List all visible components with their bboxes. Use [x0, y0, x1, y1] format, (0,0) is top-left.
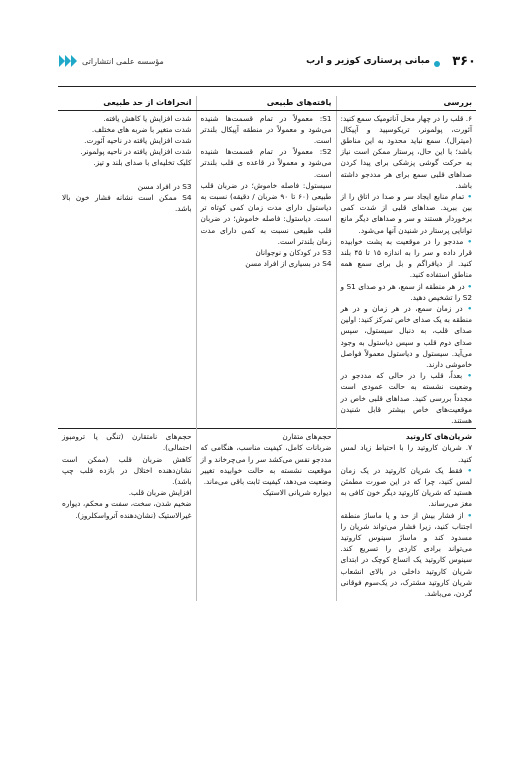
table-row [58, 110, 476, 429]
list-item: سیستول: فاصله خاموش؛ در ضربان قلب طبیعی (۶۰ تا ۹۰ ضربان / دقیقه) نسبت به دیاستول دارای مدت زمان کمی کوتاه تر است. دیاستول: فاصله خاموش؛ در ضربان قلب طبیعی نسبت به کمی دارای مدت زمان بلندتر است. [200, 180, 332, 246]
list-item: ۷. شریان کاروتید را با احتیاط زیاد لمس کنید. [340, 443, 472, 464]
header-rule [58, 86, 476, 87]
list-item: شدت افزایش یافته در ناحیه پولمونر. [80, 147, 192, 157]
bullet-icon: • [462, 465, 472, 475]
list-item: شدت افزایش یا کاهش یافته. [103, 113, 192, 123]
list-item: • بعداً، قلب را در حالی که مددجو در وضعیت نشسته به حالت عمودی است مجدداً بررسی کنید. صداهای قلبی خاص در موقعیت‌های خاص بیشتر قابل شنیدن هستند. [340, 371, 472, 425]
list-item: S3 در افراد مسن [137, 181, 192, 191]
publisher-name: مؤسسه علمی انتشاراتی [82, 57, 164, 66]
assessment-table [58, 96, 476, 601]
page-header [58, 52, 476, 80]
column-header-assessment: بررسی [336, 96, 476, 110]
list-item: افزایش ضربان قلب. [128, 488, 192, 498]
bullet-icon: • [463, 236, 472, 246]
list-item: حجم‌های متقارن [282, 432, 332, 442]
deviations-cell [58, 110, 196, 429]
publisher-logo-icon [58, 52, 78, 70]
list-item: کلیک تخلیه‌ای با صدای بلند و تیز. [93, 158, 192, 168]
list-item: ضخیم شدن، سخت، سفت و محکم، دیواره غیرالاستیک (نشان‌دهنده آترواسکلروز). [62, 499, 192, 520]
column-header-deviations: انحرافات از حد طبیعی [58, 96, 196, 110]
normal-findings-cell [196, 429, 336, 602]
column-header-normal: یافته‌های طبیعی [196, 96, 336, 110]
list-item: • در هر منطقه از سمع، هر دو صدای S1 و S2 را تشخیص دهید. [340, 281, 472, 302]
book-title: مبانی پرستاری کوزیر و ارب [306, 56, 430, 66]
list-item: S4 ممکن است نشانه فشار خون بالا باشد. [62, 192, 192, 213]
assessment-cell [336, 429, 476, 602]
list-item: S1: معمولاً در تمام قسمت‌ها شنیده می‌شود و معمولاً در منطقه آپیکال بلندتر است. [200, 113, 332, 145]
list-item: • از فشار بیش از حد و یا ماساژ منطقه اجتناب کنید، زیرا فشار می‌تواند شریان را مسدود کند و ماساژ سینوس کاروتید می‌تواند برادی کاردی را تسریع کند. سینوس کاروتید یک اتساع کوچک در ابتدای شریان کاروتید داخلی در بالای انشعاب شریان کاروتید مشترک، در یک‌سوم فوقانی گردن، می‌باشد. [340, 510, 472, 599]
list-item: شدت افزایش یافته در ناحیه آئورت. [84, 135, 192, 145]
table-row [58, 429, 476, 602]
bullet-icon: • [464, 191, 472, 201]
list-item: شدت متغیر با ضربه های مختلف. [91, 124, 192, 134]
list-item: کاهش ضربان قلب (ممکن است نشان‌دهنده اختلال در بازده قلب چپ باشد). [62, 454, 192, 486]
list-item: حجم‌های نامتقارن (تنگی یا ترومبوز احتمالی). [62, 432, 192, 453]
list-item: دیواره شریانی الاستیک [262, 488, 332, 498]
bullet-icon: • [463, 510, 472, 520]
list-item: • مددجو را در موقعیت به پشت خوابیده قرار داده و سر را به اندازه ۱۵ تا ۴۵ بلند کنید. از دیافراگم و بل برای سمع همه مناطق استفاده کنید. [340, 236, 472, 280]
list-item: S4 در بسیاری از افراد مسن [245, 259, 332, 269]
bullet-dot-icon [434, 61, 440, 67]
assessment-cell [336, 110, 476, 429]
list-item: ضربانات کامل، کیفیت مناسب، هنگامی که مددجو نفس می‌کشد سر را می‌چرخاند و از موقعیت نشسته به حالت خوابیده تغییر وضعیت می‌دهد، کیفیت ثابت باقی می‌ماند. [200, 443, 332, 486]
list-item: • تمام منابع ایجاد سر و صدا در اتاق را از بین ببرید. صداهای قلبی از شدت کمی برخوردار هستند و سر و صداهای دیگر مانع توانایی پرستار در شنیدن آنها می‌شود. [340, 191, 472, 235]
page-number: ۳۶۰ [452, 54, 476, 69]
bullet-icon: • [462, 371, 472, 381]
normal-findings-cell [196, 110, 336, 429]
list-item: • در زمان سمع، در هر زمان و در هر منطقه به یک صدای خاص تمرکز کنید: اولین صدای قلب، به دنبال سیستول، سپس صدای دوم قلب و سپس دیاستول به وجود می‌آید. سیستول و دیاستول معمولاً فواصل خاموشی دارند. [340, 303, 472, 369]
list-item: ۶. قلب را در چهار محل آناتومیک سمع کنید: آئورت، پولمونر، تریکوسپید و آپیکال (میترال). سمع نباید محدود به این مناطق باشد؛ با این حال، پرستار ممکن است نیاز به حرکت گوشی پزشکی برای پیدا کردن صداهای قلبی سمع برای هر مددجو داشته باشد. [340, 113, 472, 190]
list-item: S2: معمولاً در تمام قسمت‌ها شنیده می‌شود و معمولاً در قاعده ی قلب بلندتر است. [200, 147, 332, 179]
deviations-cell [58, 429, 196, 602]
bullet-icon: • [464, 281, 472, 291]
section-subheading: شریان‌های کاروتید [405, 432, 472, 442]
bullet-icon: • [462, 303, 472, 313]
list-item: S3 در کودکان و نوجوانان [255, 247, 332, 257]
list-item: • فقط یک شریان کاروتید در یک زمان لمس کنید، چرا که در این صورت مطمئن هستید که شریان کاروتید دیگر خون کافی به مغز می‌رساند. [340, 465, 472, 509]
